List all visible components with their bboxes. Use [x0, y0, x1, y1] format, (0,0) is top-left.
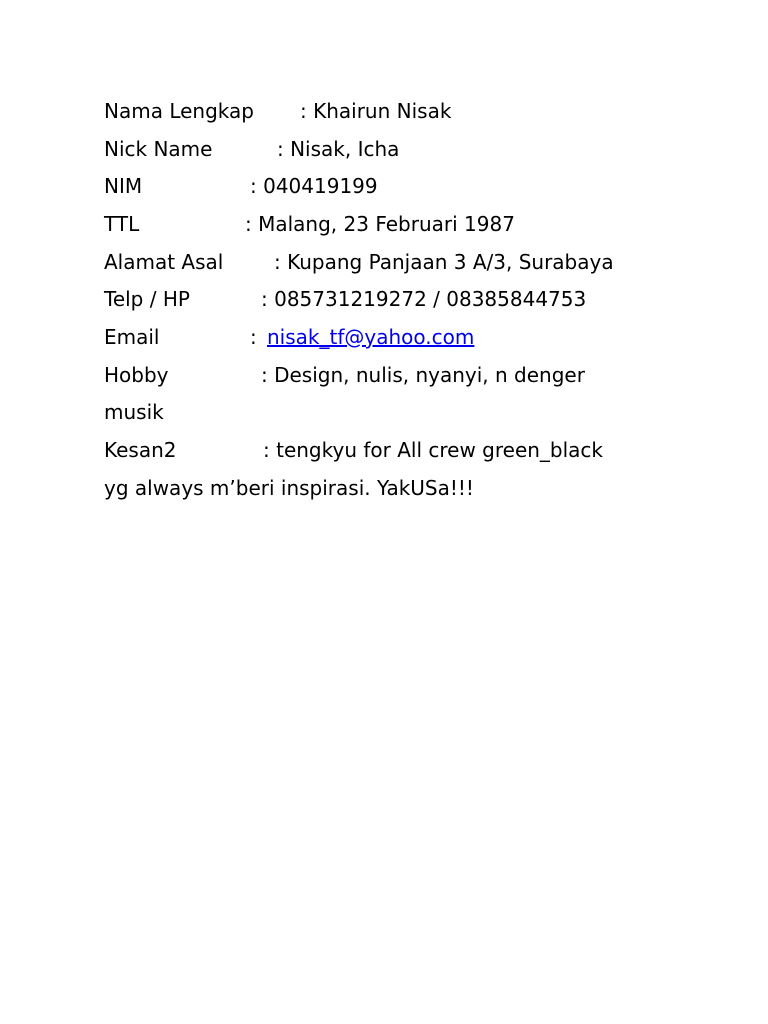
field-value: : Khairun Nisak	[300, 99, 452, 123]
field-separator: :	[250, 325, 257, 349]
field-value: : Kupang Panjaan 3 A/3, Surabaya	[274, 250, 614, 274]
field-label: NIM	[104, 174, 143, 198]
field-value: : Design, nulis, nyanyi, n denger	[261, 363, 585, 387]
field-label: Email	[104, 325, 160, 349]
field-value: : Nisak, Icha	[277, 137, 400, 161]
field-label: Telp / HP	[104, 287, 190, 311]
field-value: : tengkyu for All crew green_black	[263, 438, 604, 462]
field-value: : 040419199	[250, 174, 378, 198]
field-label: Hobby	[104, 363, 169, 387]
field-value-continuation: yg always m’beri inspirasi. YakUSa!!!	[104, 476, 474, 500]
field-label: Nama Lengkap	[104, 99, 254, 123]
field-value-continuation: musik	[104, 400, 164, 424]
field-label: Nick Name	[104, 137, 213, 161]
field-label: TTL	[104, 212, 140, 236]
field-label: Kesan2	[104, 438, 177, 462]
field-label: Alamat Asal	[104, 250, 224, 274]
field-value: : 085731219272 / 08385844753	[261, 287, 587, 311]
email-link[interactable]: nisak_tf@yahoo.com	[267, 325, 475, 349]
field-value: : Malang, 23 Februari 1987	[245, 212, 515, 236]
